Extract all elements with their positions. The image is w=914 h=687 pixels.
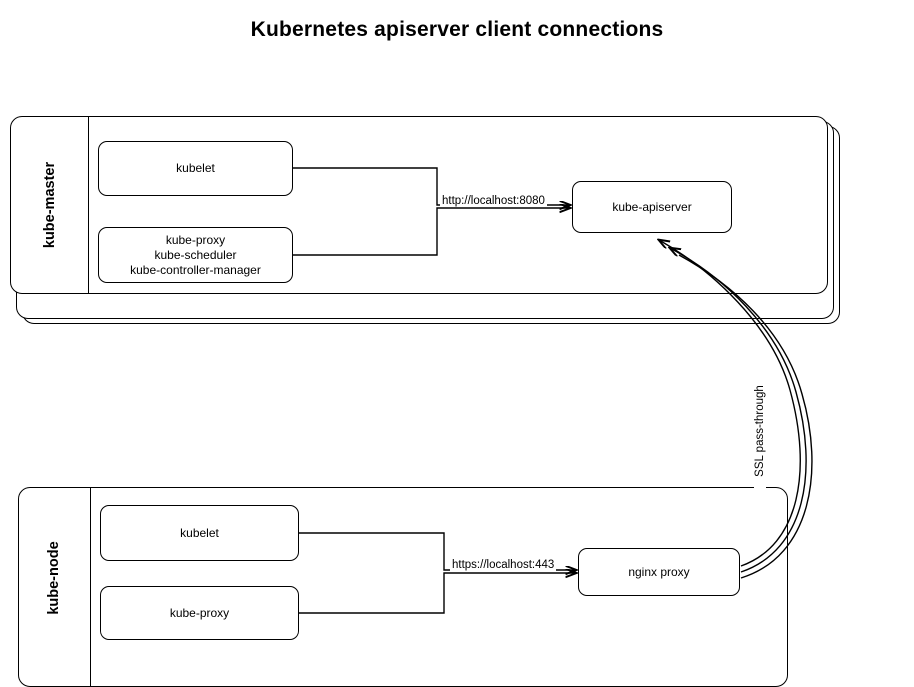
kube-node-label-divider xyxy=(90,488,91,686)
node-nginx-proxy[interactable] xyxy=(578,548,740,596)
node-node-kubelet-label: kubelet xyxy=(180,525,219,540)
node-kube-apiserver[interactable] xyxy=(572,181,732,233)
kube-node-label: kube-node xyxy=(46,541,62,615)
node-master-clients[interactable] xyxy=(98,227,293,283)
node-node-kube-proxy-label: kube-proxy xyxy=(169,605,230,620)
kube-master-label-divider xyxy=(88,117,89,293)
node-master-clients-line2: kube-scheduler xyxy=(154,247,237,262)
node-node-kube-proxy[interactable] xyxy=(100,586,299,640)
edge-label-node-local: https://localhost:443 xyxy=(452,559,555,571)
edge-label-master-local: http://localhost:8080 xyxy=(442,195,545,207)
node-master-kubelet[interactable] xyxy=(98,141,293,196)
node-nginx-proxy-label: nginx proxy xyxy=(628,564,690,579)
node-master-clients-line1: kube-proxy xyxy=(165,232,226,247)
page-title: Kubernetes apiserver client connections xyxy=(250,18,664,41)
node-node-kubelet[interactable] xyxy=(100,505,299,561)
node-master-clients-line3: kube-controller-manager xyxy=(130,262,261,277)
node-kube-apiserver-label: kube-apiserver xyxy=(612,199,692,214)
edge-label-ssl-passthrough: SSL pass-through xyxy=(754,374,766,488)
kube-master-label: kube-master xyxy=(42,161,58,249)
node-master-kubelet-label: kubelet xyxy=(176,161,215,175)
